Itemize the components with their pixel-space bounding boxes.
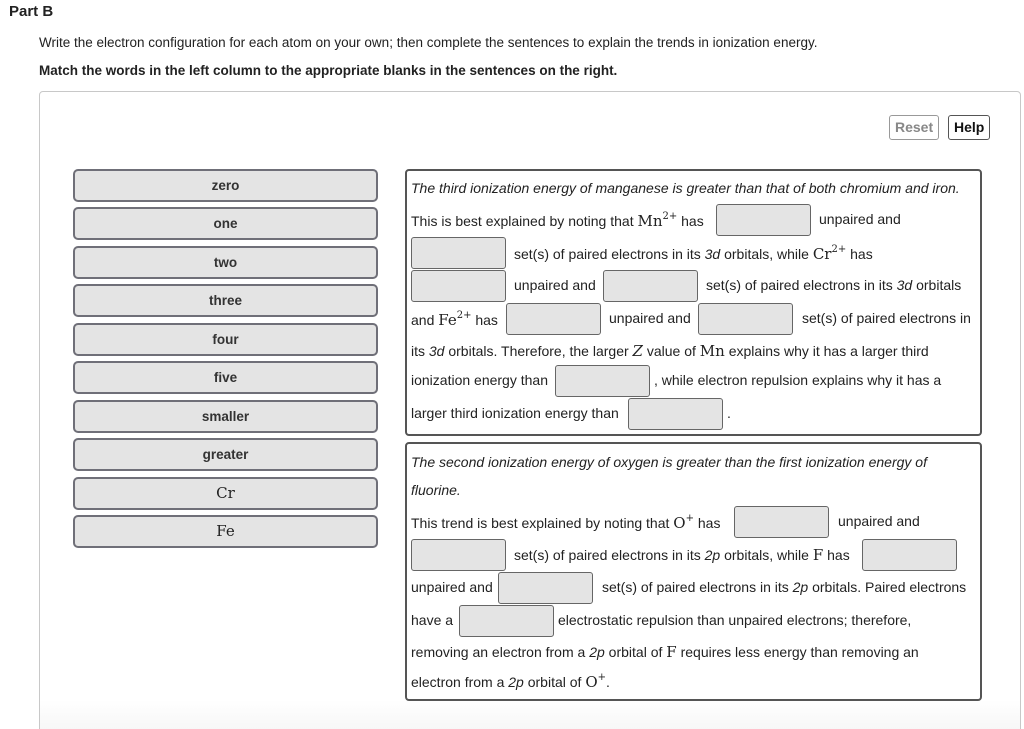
blank-cr-unpaired[interactable] bbox=[411, 270, 506, 302]
sentence2-line5: removing an electron from a 2p orbital of F requires less energy than removing an bbox=[411, 643, 919, 661]
blank-f-paired[interactable] bbox=[498, 572, 593, 604]
text-have-a: have a bbox=[411, 612, 454, 628]
blank-mn-unpaired[interactable] bbox=[716, 204, 811, 236]
word-tile-five[interactable]: five bbox=[73, 361, 378, 394]
text-larger-third-than: larger third ionization energy than bbox=[411, 405, 619, 421]
sentence1-intro: The third ionization energy of manganese is greater than that of both chromium and iron. bbox=[411, 180, 960, 196]
blank-f-unpaired[interactable] bbox=[862, 539, 957, 571]
blank-cr-paired[interactable] bbox=[603, 270, 698, 302]
word-tile-smaller[interactable]: smaller bbox=[73, 400, 378, 433]
sentence2-line6: electron from a 2p orbital of O+. bbox=[411, 672, 610, 691]
sentence-box-oxygen bbox=[405, 442, 982, 701]
sentence1-line2: set(s) of paired electrons in its 3d orbitals, while $Cr^{2+}$ has bbox=[514, 244, 873, 263]
sentence2-line2: set(s) of paired electrons in its 2p orbitals, while F has bbox=[514, 546, 850, 564]
sentence2-line3: set(s) of paired electrons in its 2p orbitals. Paired electrons bbox=[602, 579, 967, 595]
text-unpaired-and: unpaired and bbox=[514, 277, 596, 293]
period: . bbox=[727, 405, 731, 421]
part-title: Part B bbox=[9, 3, 54, 20]
help-button[interactable]: Help bbox=[948, 115, 990, 140]
blank-fe-unpaired[interactable] bbox=[506, 303, 601, 335]
text-electron-repulsion: , while electron repulsion explains why it has a bbox=[654, 372, 942, 388]
blank-o-paired[interactable] bbox=[411, 539, 506, 571]
sentence2-line1: This trend is best explained by noting that O+ has bbox=[411, 513, 721, 532]
sentence-box-manganese bbox=[405, 169, 982, 436]
text-ionization-than: ionization energy than bbox=[411, 372, 548, 388]
reset-button[interactable]: Reset bbox=[889, 115, 939, 140]
sentence1-line3: set(s) of paired electrons in its 3d orbitals bbox=[706, 277, 962, 293]
blank-repulsion-comparison[interactable] bbox=[459, 605, 554, 637]
blank-o-unpaired[interactable] bbox=[734, 506, 829, 538]
word-tile-three[interactable]: three bbox=[73, 284, 378, 317]
word-tile-two[interactable]: two bbox=[73, 246, 378, 279]
text-unpaired-and: unpaired and bbox=[411, 579, 493, 595]
word-tile-cr[interactable]: Cr bbox=[73, 477, 378, 510]
sentence2-intro-2: fluorine. bbox=[411, 482, 461, 498]
text-unpaired-and: unpaired and bbox=[838, 513, 920, 529]
text-electrostatic: electrostatic repulsion than unpaired electrons; therefore, bbox=[558, 612, 912, 628]
sentence1-line5: its 3d orbitals. Therefore, the larger Z value of Mn explains why it has a larger third bbox=[411, 342, 929, 360]
blank-larger-z-than[interactable] bbox=[555, 365, 650, 397]
text-unpaired-and: unpaired and bbox=[609, 310, 691, 326]
match-instruction: Match the words in the left column to the appropriate blanks in the sentences on the right. bbox=[39, 63, 618, 78]
word-tile-four[interactable]: four bbox=[73, 323, 378, 356]
word-tile-greater[interactable]: greater bbox=[73, 438, 378, 471]
sentence1-line1: This is best explained by noting that $Mn^{2+}$ has bbox=[411, 211, 704, 230]
panel-fade bbox=[40, 700, 1020, 729]
sentence2-intro-1: The second ionization energy of oxygen is greater than the first ionization energy of bbox=[411, 454, 927, 470]
word-tile-one[interactable]: one bbox=[73, 207, 378, 240]
word-tile-fe[interactable]: Fe bbox=[73, 515, 378, 548]
text-unpaired-and: unpaired and bbox=[819, 211, 901, 227]
text-paired-in: set(s) of paired electrons in bbox=[802, 310, 971, 326]
sentence1-line4: and $Fe^{2+}$ has bbox=[411, 310, 498, 329]
blank-repulsion-than[interactable] bbox=[628, 398, 723, 430]
blank-fe-paired[interactable] bbox=[698, 303, 793, 335]
instruction-text: Write the electron configuration for each atom on your own; then complete the sentences to explain the trends in ionization energy. bbox=[39, 35, 818, 50]
word-tile-zero[interactable]: zero bbox=[73, 169, 378, 202]
blank-mn-paired[interactable] bbox=[411, 237, 506, 269]
